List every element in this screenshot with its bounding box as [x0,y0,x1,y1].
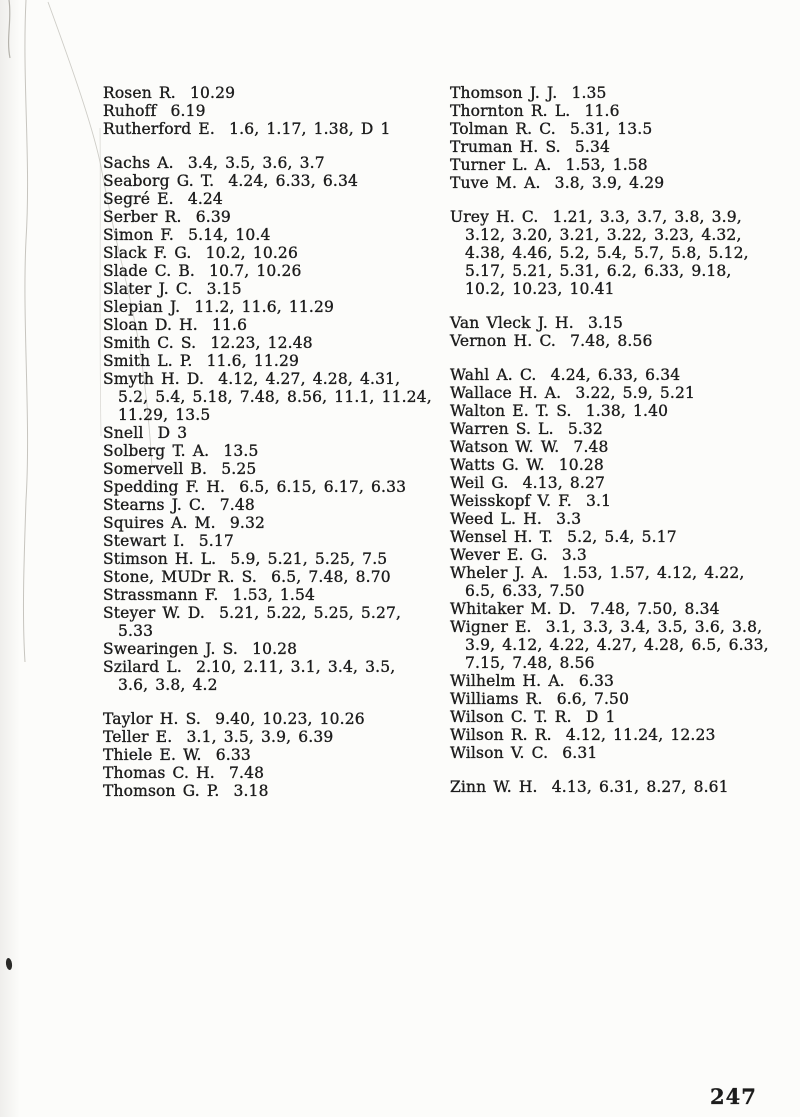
index-group [450,778,780,796]
index-entry [450,708,780,726]
index-entry [103,550,433,568]
index-entry-line: Tolman R. C. 5.31, 13.5 [450,120,653,138]
index-entry-line: Thomas C. H. 7.48 [103,764,265,782]
index-entry-line: 6.5, 6.33, 7.50 [465,582,585,600]
index-entry [103,658,433,694]
index-entry [103,478,433,496]
index-entry-line: Smith C. S. 12.23, 12.48 [103,334,313,352]
index-entry-line: Weisskopf V. F. 3.1 [450,492,612,510]
index-entry [103,102,433,120]
index-entry-line: Smith L. P. 11.6, 11.29 [103,352,299,370]
page-curl-line [23,0,27,662]
index-entry [103,352,433,370]
ink-speck [5,958,13,971]
index-entry [103,496,433,514]
index-entry [450,778,780,796]
index-entry-line: Spedding F. H. 6.5, 6.15, 6.17, 6.33 [103,478,407,496]
index-entry [450,332,780,350]
index-entry [103,604,433,640]
index-group [103,154,433,694]
index-entry-line: 10.2, 10.23, 10.41 [465,280,615,298]
index-entry-line: Slack F. G. 10.2, 10.26 [103,244,298,262]
index-entry [450,528,780,546]
index-entry [103,514,433,532]
index-entry-line: Stone, MUDr R. S. 6.5, 7.48, 8.70 [103,568,391,586]
faint-vertical-line [100,128,101,436]
index-entry-line: Wallace H. A. 3.22, 5.9, 5.21 [450,384,695,402]
index-entry-line: Smyth H. D. 4.12, 4.27, 4.28, 4.31, [103,370,401,388]
index-entry [103,370,433,424]
index-entry-line: Seaborg G. T. 4.24, 6.33, 6.34 [103,172,358,190]
index-entry-line: Thomson G. P. 3.18 [103,782,269,800]
index-entry [103,728,433,746]
index-entry-line: Serber R. 6.39 [103,208,231,226]
index-entry [103,172,433,190]
index-entry-line: 5.33 [118,622,154,640]
index-entry [450,744,780,762]
index-entry-line: Teller E. 3.1, 3.5, 3.9, 6.39 [103,728,334,746]
index-entry-line: 3.12, 3.20, 3.21, 3.22, 3.23, 4.32, [465,226,742,244]
index-entry [450,600,780,618]
index-entry-line: Sachs A. 3.4, 3.5, 3.6, 3.7 [103,154,325,172]
index-entry [450,208,780,298]
index-entry [103,460,433,478]
index-entry-line: Swearingen J. S. 10.28 [103,640,298,658]
index-entry-line: Wilson C. T. R. D 1 [450,708,616,726]
index-group [450,208,780,298]
index-entry-line: Slepian J. 11.2, 11.6, 11.29 [103,298,335,316]
index-entry-line: Wigner E. 3.1, 3.3, 3.4, 3.5, 3.6, 3.8, [450,618,763,636]
index-entry [450,672,780,690]
index-entry-line: 3.9, 4.12, 4.22, 4.27, 4.28, 6.5, 6.33, [465,636,769,654]
index-entry-line: Stimson H. L. 5.9, 5.21, 5.25, 7.5 [103,550,388,568]
index-entry [450,314,780,332]
index-entry-line: Szilard L. 2.10, 2.11, 3.1, 3.4, 3.5, [103,658,396,676]
index-entry-line: Watson W. W. 7.48 [450,438,609,456]
index-entry-line: Slater J. C. 3.15 [103,280,242,298]
index-entry-line: Stewart I. 5.17 [103,532,234,550]
index-entry [450,546,780,564]
index-entry-line: Weed L. H. 3.3 [450,510,582,528]
index-entry [103,262,433,280]
index-entry [450,618,780,672]
index-entry [103,640,433,658]
index-entry-line: Sloan D. H. 11.6 [103,316,248,334]
index-entry-line: Solberg T. A. 13.5 [103,442,259,460]
index-entry [103,424,433,442]
index-column-left [103,84,433,800]
index-entry-line: Zinn W. H. 4.13, 6.31, 8.27, 8.61 [450,778,729,796]
index-entry [103,586,433,604]
index-entry [103,298,433,316]
index-entry-line: Urey H. C. 1.21, 3.3, 3.7, 3.8, 3.9, [450,208,742,226]
index-entry-line: Steyer W. D. 5.21, 5.22, 5.25, 5.27, [103,604,402,622]
index-entry [450,420,780,438]
index-entry [103,746,433,764]
index-entry-line: Squires A. M. 9.32 [103,514,266,532]
index-entry-line: Williams R. 6.6, 7.50 [450,690,630,708]
index-entry-line: Strassmann F. 1.53, 1.54 [103,586,315,604]
index-entry-line: 5.17, 5.21, 5.31, 6.2, 6.33, 9.18, [465,262,732,280]
index-entry [103,208,433,226]
index-entry-line: Rutherford E. 1.6, 1.17, 1.38, D 1 [103,120,391,138]
index-entry-line: Warren S. L. 5.32 [450,420,603,438]
index-entry-line: Wilhelm H. A. 6.33 [450,672,615,690]
index-group [450,84,780,192]
index-entry [103,532,433,550]
index-entry [450,402,780,420]
index-entry [450,474,780,492]
index-entry [103,84,433,102]
index-entry-line: Thornton R. L. 11.6 [450,102,620,120]
index-entry-line: Wheler J. A. 1.53, 1.57, 4.12, 4.22, [450,564,745,582]
index-entry-line: Ruhoff 6.19 [103,102,206,120]
index-entry [103,154,433,172]
index-group [450,314,780,350]
index-entry-line: Walton E. T. S. 1.38, 1.40 [450,402,669,420]
index-entry-line: Tuve M. A. 3.8, 3.9, 4.29 [450,174,665,192]
index-entry [450,174,780,192]
index-entry [450,456,780,474]
index-entry-line: Van Vleck J. H. 3.15 [450,314,624,332]
index-entry-line: 4.38, 4.46, 5.2, 5.4, 5.7, 5.8, 5.12, [465,244,749,262]
index-column-right [450,84,780,796]
index-entry-line: Vernon H. C. 7.48, 8.56 [450,332,653,350]
index-entry [450,384,780,402]
index-entry-line: Thomson J. J. 1.35 [450,84,607,102]
index-entry-line: Stearns J. C. 7.48 [103,496,255,514]
index-entry [450,438,780,456]
index-entry-line: Segré E. 4.24 [103,190,223,208]
index-entry [450,120,780,138]
index-entry [103,782,433,800]
index-entry [103,280,433,298]
index-entry [450,156,780,174]
index-entry-line: Wever E. G. 3.3 [450,546,587,564]
index-entry-line: Weil G. 4.13, 8.27 [450,474,606,492]
index-entry [103,226,433,244]
index-entry-line: 3.6, 3.8, 4.2 [118,676,218,694]
index-entry [450,102,780,120]
index-entry [103,334,433,352]
index-entry [103,764,433,782]
index-entry-line: Simon F. 5.14, 10.4 [103,226,271,244]
index-entry-line: Wilson R. R. 4.12, 11.24, 12.23 [450,726,716,744]
index-entry-line: 11.29, 13.5 [118,406,211,424]
index-entry-line: 7.15, 7.48, 8.56 [465,654,595,672]
index-entry [103,190,433,208]
index-entry [450,564,780,600]
index-entry-line: Somervell B. 5.25 [103,460,257,478]
index-group [103,84,433,138]
index-entry-line: Whitaker M. D. 7.48, 7.50, 8.34 [450,600,720,618]
index-entry [103,244,433,262]
page-curl-line-short [9,0,10,58]
index-entry-line: 5.2, 5.4, 5.18, 7.48, 8.56, 11.1, 11.24, [118,388,432,406]
index-entry [450,510,780,528]
index-entry [450,492,780,510]
index-entry [103,568,433,586]
index-group [103,710,433,800]
index-entry-line: Snell D 3 [103,424,188,442]
index-entry [450,726,780,744]
index-entry-line: Truman H. S. 5.34 [450,138,611,156]
index-entry-line: Wilson V. C. 6.31 [450,744,598,762]
index-entry-line: Taylor H. S. 9.40, 10.23, 10.26 [103,710,365,728]
index-entry-line: Turner L. A. 1.53, 1.58 [450,156,648,174]
index-entry [103,710,433,728]
index-entry [450,138,780,156]
index-entry [450,366,780,384]
index-entry-line: Slade C. B. 10.7, 10.26 [103,262,302,280]
index-group [450,366,780,762]
index-entry [103,316,433,334]
index-entry [103,442,433,460]
page-edge-shading [0,0,20,1117]
page-number: 247 [710,1084,757,1109]
index-entry-line: Wahl A. C. 4.24, 6.33, 6.34 [450,366,681,384]
index-entry-line: Wensel H. T. 5.2, 5.4, 5.17 [450,528,677,546]
index-entry [450,690,780,708]
index-entry-line: Watts G. W. 10.28 [450,456,604,474]
index-entry-line: Thiele E. W. 6.33 [103,746,251,764]
index-entry [103,120,433,138]
index-entry-line: Rosen R. 10.29 [103,84,236,102]
index-entry [450,84,780,102]
